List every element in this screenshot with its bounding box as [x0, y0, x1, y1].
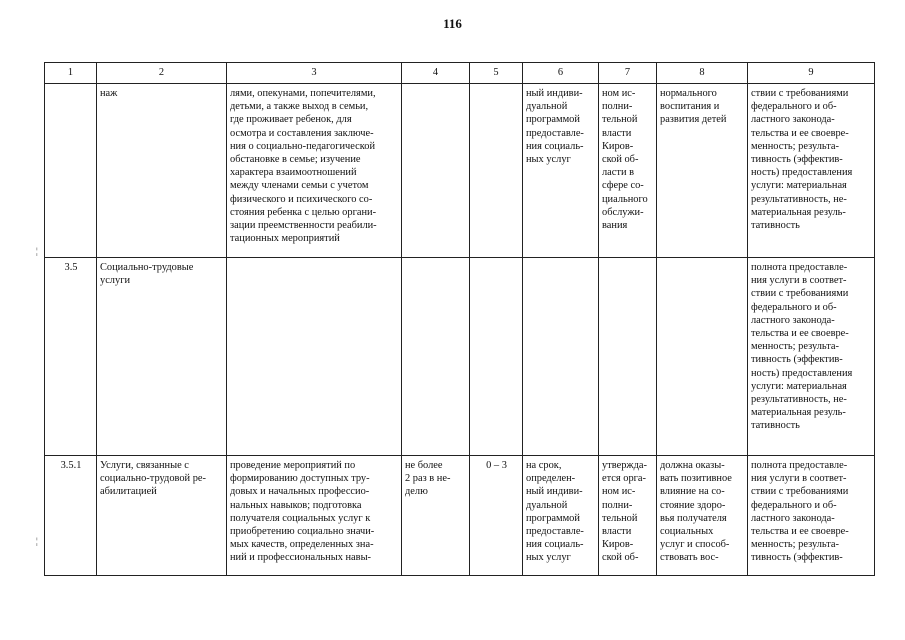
cell-text: Услуги, связанные с социально-трудовой ре- абилитацией — [100, 460, 206, 498]
table-cell — [45, 258, 97, 456]
column-header: 6 — [523, 63, 599, 84]
cell-text: Социально-трудовые услуги — [100, 262, 194, 287]
table-cell — [45, 456, 97, 576]
table-cell — [227, 84, 402, 258]
cell-text: полнота предоставле- ния услуги в соответ- ствии с требованиями федерального и об- ластного законода- тельства и ее своевре- менность; результа- тивность (эффектив- ность) предоставления услуги: материальная результативность, не- материальная резуль- тативность — [751, 262, 853, 432]
table-cell — [523, 84, 599, 258]
table-cell — [523, 456, 599, 576]
table-cell — [657, 456, 748, 576]
cell-text: ном ис- полни- тельной власти Киров- ской об- ласти в сфере со- циального обслужи- вания — [602, 88, 648, 232]
table-cell — [470, 84, 523, 258]
cell-text: 3.5 — [64, 262, 78, 273]
cell-text: ный индиви- дуальной программой предоставле- ния социаль- ных услуг — [526, 88, 584, 166]
cell-text: лями, опекунами, попечителями, детьми, а также выход в семьи, где проживает ребенок, для осмотра и составления заключе- ния о социально-педагогической обстановке в семье; изучение характера взаимоотношений между членами семьи с учетом физического и психического со- стояния ребенка с целью органи- зации преемственности реабили- тационных мероприятий — [230, 88, 377, 245]
cell-text: нормального воспитания и развития детей — [660, 88, 727, 126]
cell-text: не более 2 раз в не- делю — [405, 460, 451, 498]
table-cell — [523, 258, 599, 456]
table-cell — [657, 258, 748, 456]
table-cell — [470, 456, 523, 576]
table-cell — [470, 258, 523, 456]
table-cell — [657, 84, 748, 258]
column-header: 2 — [97, 63, 227, 84]
scan-mark: ¦ — [36, 246, 38, 256]
table-cell — [748, 456, 875, 576]
table-row — [45, 456, 875, 576]
cell-text: наж — [100, 88, 118, 99]
table-cell — [227, 258, 402, 456]
cell-text: ствии с требованиями федерального и об- ластного законода- тельства и ее своевре- менность; результа- тивность (эффектив- ность) предоставления услуги: материальная результативность, не- материальная резуль- тативность — [751, 88, 853, 232]
table-cell — [97, 258, 227, 456]
cell-text: 0 – 3 — [486, 460, 507, 471]
column-header: 9 — [748, 63, 875, 84]
table-cell — [599, 258, 657, 456]
column-header: 1 — [45, 63, 97, 84]
services-table — [44, 62, 875, 576]
table-cell — [97, 456, 227, 576]
cell-text: полнота предоставле- ния услуги в соответ- ствии с требованиями федерального и об- ластного законода- тельства и ее своевре- менность; результа- тивность (эффектив- — [751, 460, 849, 564]
table-cell — [599, 84, 657, 258]
table-cell — [402, 258, 470, 456]
page-number: 116 — [443, 16, 462, 31]
column-header: 8 — [657, 63, 748, 84]
table-row — [45, 84, 875, 258]
table-cell — [227, 456, 402, 576]
table-cell — [599, 456, 657, 576]
cell-text: на срок, определен- ный индиви- дуальной программой предоставле- ния социаль- ных услуг — [526, 460, 584, 564]
table-cell — [97, 84, 227, 258]
column-header: 4 — [402, 63, 470, 84]
cell-text: утвержда- ется орга- ном ис- полни- тельной власти Киров- ской об- — [602, 460, 647, 564]
table-cell — [748, 84, 875, 258]
cell-text: должна оказы- вать позитивное влияние на со- стояние здоро- вья получателя социальных услуг и способ- ствовать вос- — [660, 460, 732, 564]
cell-text: проведение мероприятий по формированию доступных тру- довых и начальных профессио- нальных навыков; подготовка получателя социальных услуг к приобретению социально значи- мых качеств, определенных зна- ний и профессиональных навы- — [230, 460, 375, 564]
column-header: 3 — [227, 63, 402, 84]
cell-text: 3.5.1 — [60, 460, 82, 471]
table-row — [45, 258, 875, 456]
table-cell — [748, 258, 875, 456]
table-cell — [45, 84, 97, 258]
column-header: 7 — [599, 63, 657, 84]
scan-mark: ¦ — [36, 536, 38, 546]
header-row — [45, 63, 875, 84]
table-cell — [402, 456, 470, 576]
table-cell — [402, 84, 470, 258]
column-header: 5 — [470, 63, 523, 84]
